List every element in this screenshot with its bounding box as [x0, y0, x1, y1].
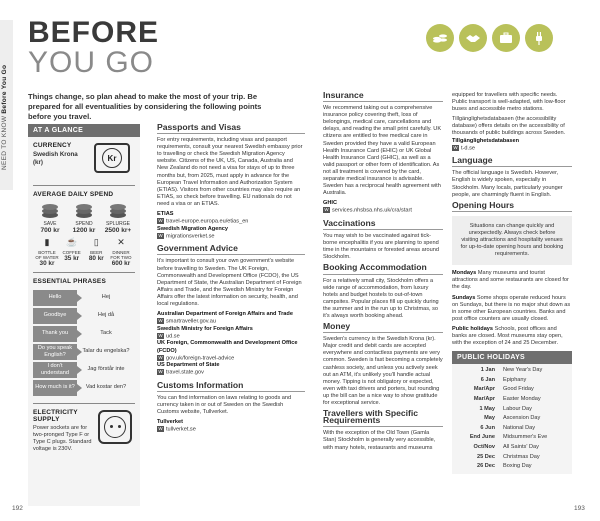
- price-dinner: ✕ DINNER FOR TWO 600 kr: [110, 237, 132, 268]
- customs-text: You can find information on laws relating to goods and currency taken in or out of Sweden on the Swedish Customs website, Tullverket.: [157, 395, 292, 416]
- advice-au-link[interactable]: smartraveller.gov.au: [166, 318, 216, 325]
- phrases-title: ESSENTIAL PHRASES: [33, 277, 106, 285]
- passports-text: For entry requirements, including visas and passport requirements, consult your nearest Swedish embassy prior to travelling or check the Swedish Migration Agency website. Citizens of the UK, US, Canada, Australia and New Zealand do not need a visa for stays of up to three months but, from 2025, must apply in advance for the European Travel Information and Authorization System (ETIAS). Visitors from other countries may also require an ETIAS, so check before travelling. EU nationals do not need a visa or an ETIAS.: [157, 137, 303, 207]
- holiday-row: End June Midsummer's Eve: [469, 434, 548, 441]
- travellers-heading: Travellers with Specific Requirements: [323, 410, 443, 427]
- spend-splurge: SPLURGE 2500 kr+: [102, 203, 135, 234]
- hours-heading: Opening Hours: [452, 202, 572, 212]
- currency-title: CURRENCY: [33, 142, 72, 149]
- web-icon: W: [158, 332, 163, 338]
- holidays-header: PUBLIC HOLIDAYS: [452, 351, 572, 364]
- web-icon: W: [453, 144, 458, 150]
- tillg-text: Tillgänglighetsdatabasen (the accessibility database) offers details on the accessibility of thousands of public buildings across Sweden.: [452, 116, 566, 137]
- travellers-text: With the exception of the Old Town (Gamla Stan) Stockholm is generally very accessible, with many hotels, restaurants and museums: [323, 430, 436, 451]
- phrase-row: Hello Hej: [33, 290, 135, 306]
- topic-icons: [426, 24, 553, 52]
- hours-public: Public holidays Schools, post offices and banks are closed. Most museums stay open, with the exception of 24 and 25 December.: [452, 325, 563, 347]
- coffee-icon: ☕: [66, 237, 78, 247]
- money-text: Sweden's currency is the Swedish Krona (kr). Major credit and debit cards are accepted everywhere and contactless payments are very common. Sweden is fast becoming a completely cashless society, and unless you actively seek out an ATM, it's unlikely you'll handle actual money. Tipping is not obligatory or expected, even with taxi drivers and porters, but rounding up the bill can be a nice way to show gratitude for exceptional service.: [323, 336, 443, 407]
- ghic-label: GHIC: [323, 200, 337, 207]
- advice-heading: Government Advice: [157, 245, 305, 255]
- advice-au-label: Australian Department of Foreign Affairs and Trade: [157, 311, 293, 318]
- advice-uk-link[interactable]: gov.uk/foreign-travel-advice: [166, 355, 235, 362]
- electricity-title: ELECTRICITY SUPPLY: [33, 408, 78, 423]
- holiday-row: Oct/Nov All Saints' Day: [473, 444, 539, 451]
- web-icon: W: [158, 354, 163, 360]
- web-icon: W: [158, 426, 163, 432]
- at-a-glance-panel: [28, 124, 140, 506]
- dinner-icon: ✕: [117, 237, 125, 247]
- money-heading: Money: [323, 323, 443, 333]
- electricity-text: Power sockets are for two-pronged Type F or Type C plugs. Standard voltage is 230V.: [33, 424, 92, 452]
- plug-icon: [525, 24, 553, 52]
- handshake-icon: [459, 24, 487, 52]
- customs-link[interactable]: tullverket.se: [166, 426, 196, 433]
- coin-stack-icon: [41, 203, 59, 219]
- hours-mondays: Mondays Many museums and tourist attractions and some restaurants are closed for the day.: [452, 270, 569, 291]
- insurance-heading: Insurance: [323, 92, 443, 102]
- coins-icon: [426, 24, 454, 52]
- coin-stack-icon: [109, 203, 127, 219]
- spend-spend: SPEND 1200 kr: [68, 203, 101, 234]
- price-coffee: ☕ COFFEE 35 kr: [60, 240, 84, 267]
- page-title-line1: BEFORE: [28, 16, 160, 49]
- holidays-list: [452, 364, 572, 474]
- ghic-link[interactable]: services.nhsbsa.nhs.uk/cra/start: [332, 207, 412, 214]
- page-number-right: 193: [574, 505, 585, 512]
- advice-us-link[interactable]: travel.state.gov: [166, 369, 204, 376]
- language-text: The official language is Swedish. However, English is widely spoken, especially in Stockholm. Many locals, particularly younger people, are charmingly fluent in English.: [452, 170, 563, 198]
- glance-header: AT A GLANCE: [28, 124, 140, 137]
- column-2: [157, 124, 305, 434]
- booking-text: For a relatively small city, Stockholm offers a wide range of accommodation, from luxury hotels and budget hostels to out-of-town campsites. Popular places fill up quickly during the summer and in the run up to Christmas, so it's always worth booking ahead.: [323, 277, 439, 320]
- currency-text: Swedish Krona (kr): [33, 151, 78, 166]
- holiday-row: Mar/Apr Good Friday: [473, 386, 534, 393]
- insurance-text: We recommend taking out a comprehensive insurance policy covering theft, loss of belongings, medical care, cancellations and delays, and reading the small print carefully. UK citizens are entitled to free medical care in Sweden provided they have a valid European Health Insurance Card (EHIC) or UK Global Health Insurance Card (GHIC), as well as a valid passport or other form of identification. As not all treatment is covered by the card, separate medical insurance is advisable. Sweden has a reciprocal health agreement with Australia.: [323, 105, 442, 197]
- hours-callout: Situations can change quickly and unexpectedly. Always check before visiting attractions and hospitality venues for up-to-date opening hours and booking requirements.: [452, 216, 572, 265]
- booking-heading: Booking Accommodation: [323, 264, 443, 274]
- phrase-row: I don't understand Jag förstår inte: [33, 362, 135, 378]
- item-prices-grid: [33, 237, 135, 268]
- tillg-label: Tillgänglighetsdatabasen: [452, 137, 520, 144]
- price-water: ▮ BOTTLE OF WATER 30 kr: [35, 237, 59, 268]
- web-icon: W: [158, 218, 163, 224]
- vaccinations-heading: Vaccinations: [323, 220, 443, 230]
- travellers-text-cont: equipped for travellers with specific needs. Public transport is well-adapted, with low-floor buses and accessible metro stations.: [452, 92, 566, 113]
- phrases-list: [33, 290, 135, 396]
- advice-se-link[interactable]: ud.se: [166, 333, 180, 340]
- bottle-icon: ▮: [44, 237, 50, 247]
- advice-text: It's important to consult your own government's website before travelling to Sweden. The UK Foreign, Commonwealth and Development Office (FCDO), the US Department of State, the Australian Department of Foreign Affairs and Trade, and the Swedish Ministry for Foreign Affairs offer the latest information on security, health, and local regulations.: [157, 258, 302, 308]
- socket-icon: [98, 410, 132, 444]
- hours-sundays: Sundays Some shops operate reduced hours on Sundays, but there is no major shut down as in some other European countries. Banks and post office counters are usually closed.: [452, 294, 571, 322]
- spend-title: AVERAGE DAILY SPEND: [33, 191, 114, 198]
- beer-icon: ▯: [93, 237, 99, 247]
- suitcase-icon: [492, 24, 520, 52]
- coin-stack-icon: [75, 203, 93, 219]
- advice-uk-label: UK Foreign, Commonwealth and Development Office (FCDO): [157, 340, 298, 354]
- phrase-row: Thank you Tack: [33, 326, 135, 342]
- customs-heading: Customs Information: [157, 382, 305, 392]
- holiday-row: Mar/Apr Easter Monday: [473, 396, 541, 403]
- holiday-row: 26 Dec Boxing Day: [476, 463, 532, 470]
- web-icon: W: [158, 318, 163, 324]
- page-title-line2: YOU GO: [28, 46, 155, 79]
- holiday-row: 1 Jan New Year's Day: [480, 367, 543, 374]
- language-heading: Language: [452, 157, 572, 167]
- column-3: [323, 92, 443, 455]
- tillg-link[interactable]: t-d.se: [461, 145, 475, 152]
- migration-label: Swedish Migration Agency: [157, 225, 228, 232]
- price-beer: ▯ BEER 80 kr: [84, 240, 108, 267]
- holiday-row: 25 Dec Christmas Day: [476, 453, 540, 460]
- etias-label: ETIAS: [157, 211, 174, 218]
- holiday-row: 1 May Labour Day: [479, 405, 532, 412]
- etias-link[interactable]: travel-europe.europa.eu/etias_en: [166, 218, 249, 225]
- currency-symbol: Kr: [102, 148, 122, 168]
- customs-label: Tullverket: [157, 419, 184, 426]
- holiday-row: 6 Jan Epiphany: [480, 376, 527, 383]
- passports-heading: Passports and Visas: [157, 124, 305, 134]
- daily-spend-grid: [33, 203, 135, 234]
- web-icon: W: [158, 232, 163, 238]
- web-icon: W: [324, 207, 329, 213]
- web-icon: W: [158, 369, 163, 375]
- migration-link[interactable]: migrationsverket.se: [166, 233, 215, 240]
- spend-save: SAVE 700 kr: [34, 203, 67, 234]
- holiday-row: May Ascension Day: [484, 415, 541, 422]
- phrase-row: Goodbye Hej då: [33, 308, 135, 324]
- holiday-row: 6 Jun National Day: [480, 424, 536, 431]
- column-4: [452, 92, 572, 474]
- phrase-row: Do you speak English? Talar du engelska?: [33, 344, 135, 360]
- intro-text: Things change, so plan ahead to make the most of your trip. Be prepared for all eventualities by considering the following points before you travel.: [28, 92, 262, 121]
- advice-us-label: US Department of State: [157, 362, 220, 369]
- banknote-icon: [94, 143, 130, 173]
- phrase-row: How much is it? Vad kostar den?: [33, 380, 135, 396]
- advice-se-label: Swedish Ministry for Foreign Affairs: [157, 325, 253, 332]
- vaccinations-text: You may wish to be vaccinated against tick-borne encephalitis if you are planning to spend time in the mountains or forested areas around Stockholm.: [323, 233, 439, 261]
- page-number-left: 192: [12, 505, 23, 512]
- sidebar-section-label: NEED TO KNOW Before You Go: [1, 64, 8, 170]
- public-holidays-box: [452, 351, 572, 474]
